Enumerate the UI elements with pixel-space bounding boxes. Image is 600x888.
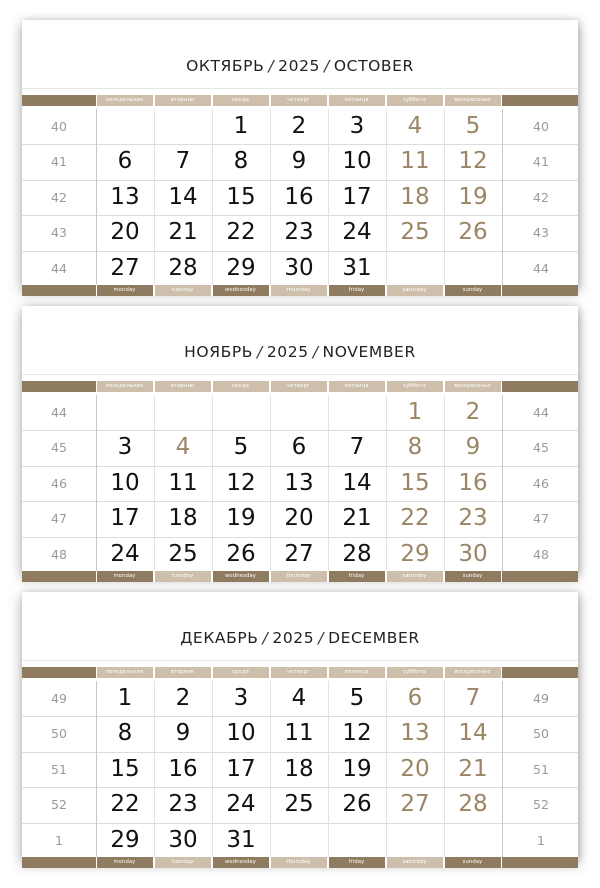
year: 2025 <box>266 343 309 361</box>
month-panel <box>22 306 578 579</box>
week-number: 48 <box>533 547 549 562</box>
weekday-label-ru: пятница <box>344 383 369 389</box>
weekday-label-en: saturday <box>402 859 427 865</box>
weekend-date: 9 <box>465 434 481 460</box>
weekday-label-ru: суббота <box>403 97 426 103</box>
date-cell: 5 <box>233 434 249 460</box>
weekend-date: 7 <box>465 685 481 711</box>
week-number: 1 <box>55 833 63 848</box>
weekend-date: 13 <box>400 720 430 746</box>
weekend-date: 14 <box>458 720 488 746</box>
weekend-date: 23 <box>458 505 488 531</box>
weekday-header-ru <box>22 667 578 678</box>
weekday-label-ru: четверг <box>287 669 310 675</box>
weekend-date: 4 <box>175 434 191 460</box>
date-cell: 23 <box>284 219 314 245</box>
weekday-label-ru: среда <box>232 383 249 389</box>
weekday-label-en: monday <box>113 287 136 293</box>
weekday-label-en: wednesday <box>225 287 256 293</box>
weekday-label-en: friday <box>348 859 365 865</box>
weekday-label-en: sunday <box>462 573 483 579</box>
date-cell: 14 <box>342 470 372 496</box>
date-cell: 12 <box>342 720 372 746</box>
date-cell: 14 <box>168 184 198 210</box>
weekday-label-ru: четверг <box>287 97 310 103</box>
date-cell: 17 <box>110 505 140 531</box>
header-band <box>502 571 578 582</box>
week-number: 46 <box>533 476 549 491</box>
date-cell: 20 <box>284 505 314 531</box>
weekday-label-en: wednesday <box>225 859 256 865</box>
week-number: 52 <box>51 797 67 812</box>
week-number: 1 <box>537 833 545 848</box>
weekday-label-ru: пятница <box>344 669 369 675</box>
weekday-label-ru: понедельник <box>105 383 144 389</box>
month-title <box>22 343 578 361</box>
weekday-label-en: monday <box>113 573 136 579</box>
date-cell: 24 <box>110 541 140 567</box>
weekday-header-ru <box>22 95 578 106</box>
weekday-label-en: sunday <box>462 287 483 293</box>
week-number: 42 <box>533 190 549 205</box>
month-name-ru: ДЕКАБРЬ <box>180 629 259 647</box>
date-cell: 20 <box>110 219 140 245</box>
week-number: 42 <box>51 190 67 205</box>
date-cell: 29 <box>226 255 256 281</box>
date-cell: 10 <box>342 148 372 174</box>
title-separator: / <box>257 343 263 361</box>
header-band <box>502 285 578 296</box>
date-cell: 30 <box>168 827 198 853</box>
week-number: 43 <box>533 225 549 240</box>
week-number: 43 <box>51 225 67 240</box>
header-band <box>502 667 578 678</box>
header-band <box>502 95 578 106</box>
date-cell: 2 <box>175 685 191 711</box>
date-cell: 9 <box>291 148 307 174</box>
date-cell: 7 <box>349 434 365 460</box>
weekday-footer-en <box>22 285 578 296</box>
week-number: 50 <box>533 726 549 741</box>
year: 2025 <box>278 57 321 75</box>
weekend-date: 15 <box>400 470 430 496</box>
weekend-date: 20 <box>400 756 430 782</box>
week-number: 51 <box>533 762 549 777</box>
date-cell: 18 <box>284 756 314 782</box>
date-cell: 10 <box>110 470 140 496</box>
weekday-label-ru: понедельник <box>105 669 144 675</box>
weekend-date: 1 <box>407 399 423 425</box>
date-cell: 26 <box>226 541 256 567</box>
date-cell: 21 <box>168 219 198 245</box>
date-cell: 5 <box>349 685 365 711</box>
month-title <box>22 629 578 647</box>
date-cell: 22 <box>226 219 256 245</box>
date-cell: 3 <box>233 685 249 711</box>
date-cell: 21 <box>342 505 372 531</box>
weekday-label-ru: суббота <box>403 669 426 675</box>
month-name-en: OCTOBER <box>333 57 414 75</box>
date-cell: 13 <box>110 184 140 210</box>
weekend-date: 11 <box>400 148 430 174</box>
header-band <box>22 285 96 296</box>
weekend-date: 8 <box>407 434 423 460</box>
date-cell: 17 <box>226 756 256 782</box>
weekday-label-ru: воскресенье <box>454 669 491 675</box>
header-band <box>22 857 96 868</box>
header-band <box>22 95 96 106</box>
weekday-label-ru: вторник <box>170 383 195 389</box>
weekday-header-ru <box>22 381 578 392</box>
month-name-en: DECEMBER <box>328 629 420 647</box>
date-cell: 16 <box>284 184 314 210</box>
weekday-label-ru: четверг <box>287 383 310 389</box>
weekday-label-en: tuesday <box>171 573 194 579</box>
weekday-footer-en <box>22 857 578 868</box>
week-number: 45 <box>51 440 67 455</box>
weekend-date: 12 <box>458 148 488 174</box>
week-number: 40 <box>51 119 67 134</box>
date-cell: 1 <box>233 113 249 139</box>
month-name-ru: ОКТЯБРЬ <box>186 57 265 75</box>
week-number: 49 <box>533 691 549 706</box>
date-cell: 31 <box>226 827 256 853</box>
weekday-label-en: saturday <box>402 287 427 293</box>
date-cell: 15 <box>226 184 256 210</box>
date-cell: 13 <box>284 470 314 496</box>
date-cell: 25 <box>284 791 314 817</box>
date-cell: 24 <box>226 791 256 817</box>
year: 2025 <box>272 629 315 647</box>
date-cell: 9 <box>175 720 191 746</box>
date-cell: 27 <box>110 255 140 281</box>
week-number: 49 <box>51 691 67 706</box>
date-cell: 11 <box>284 720 314 746</box>
week-number: 44 <box>51 261 67 276</box>
header-band <box>22 381 96 392</box>
title-divider <box>22 374 578 375</box>
week-number: 44 <box>533 261 549 276</box>
weekday-label-ru: вторник <box>170 669 195 675</box>
week-number: 50 <box>51 726 67 741</box>
title-separator: / <box>318 629 325 647</box>
week-number: 46 <box>51 476 67 491</box>
weekend-date: 29 <box>400 541 430 567</box>
week-number: 51 <box>51 762 67 777</box>
weekday-label-ru: вторник <box>170 97 195 103</box>
date-cell: 1 <box>117 685 133 711</box>
date-cell: 4 <box>291 685 307 711</box>
week-number: 40 <box>533 119 549 134</box>
date-cell: 30 <box>284 255 314 281</box>
date-cell: 10 <box>226 720 256 746</box>
date-cell: 15 <box>110 756 140 782</box>
weekday-label-en: sunday <box>462 859 483 865</box>
title-separator: / <box>324 57 330 75</box>
date-cell: 19 <box>226 505 256 531</box>
date-cell: 31 <box>342 255 372 281</box>
date-cell: 8 <box>233 148 249 174</box>
date-cell: 2 <box>291 113 307 139</box>
date-cell: 6 <box>291 434 307 460</box>
week-number: 44 <box>533 405 549 420</box>
header-band <box>502 857 578 868</box>
weekend-date: 5 <box>465 113 481 139</box>
weekend-date: 28 <box>458 791 488 817</box>
header-band <box>502 381 578 392</box>
title-divider <box>22 660 578 661</box>
date-cell: 17 <box>342 184 372 210</box>
date-cell: 8 <box>117 720 133 746</box>
weekend-date: 22 <box>400 505 430 531</box>
date-cell: 6 <box>117 148 133 174</box>
weekend-date: 6 <box>407 685 423 711</box>
weekday-label-ru: суббота <box>403 383 426 389</box>
title-separator: / <box>262 629 269 647</box>
weekend-date: 2 <box>465 399 481 425</box>
date-cell: 22 <box>110 791 140 817</box>
weekday-label-en: monday <box>113 859 136 865</box>
weekend-date: 25 <box>400 219 430 245</box>
week-number: 45 <box>533 440 549 455</box>
date-cell: 26 <box>342 791 372 817</box>
column-divider <box>502 681 503 857</box>
weekday-label-en: tuesday <box>171 287 194 293</box>
weekday-label-en: thursday <box>286 859 311 865</box>
date-cell: 11 <box>168 470 198 496</box>
weekend-date: 21 <box>458 756 488 782</box>
month-title <box>22 57 578 75</box>
weekend-date: 30 <box>458 541 488 567</box>
column-divider <box>502 395 503 571</box>
header-band <box>22 571 96 582</box>
column-divider <box>502 109 503 285</box>
date-cell: 27 <box>284 541 314 567</box>
date-cell: 18 <box>168 505 198 531</box>
weekday-label-ru: среда <box>232 97 249 103</box>
week-number: 41 <box>533 154 549 169</box>
week-number: 47 <box>533 511 549 526</box>
weekday-label-en: thursday <box>286 573 311 579</box>
weekend-date: 19 <box>458 184 488 210</box>
weekday-label-en: tuesday <box>171 859 194 865</box>
title-divider <box>22 88 578 89</box>
month-name-en: NOVEMBER <box>322 343 416 361</box>
date-cell: 12 <box>226 470 256 496</box>
weekend-date: 4 <box>407 113 423 139</box>
weekday-label-ru: пятница <box>344 97 369 103</box>
weekend-date: 16 <box>458 470 488 496</box>
date-cell: 3 <box>349 113 365 139</box>
date-cell: 19 <box>342 756 372 782</box>
header-band <box>22 667 96 678</box>
month-panel <box>22 592 578 865</box>
week-number: 47 <box>51 511 67 526</box>
month-panel <box>22 20 578 293</box>
weekday-label-en: thursday <box>286 287 311 293</box>
weekday-label-ru: воскресенье <box>454 383 491 389</box>
date-cell: 29 <box>110 827 140 853</box>
week-number: 44 <box>51 405 67 420</box>
date-cell: 7 <box>175 148 191 174</box>
weekday-label-ru: среда <box>232 669 249 675</box>
weekday-footer-en <box>22 571 578 582</box>
title-separator: / <box>268 57 275 75</box>
weekend-date: 27 <box>400 791 430 817</box>
weekday-label-en: friday <box>348 573 365 579</box>
weekday-label-en: friday <box>348 287 365 293</box>
weekday-label-ru: воскресенье <box>454 97 491 103</box>
weekend-date: 26 <box>458 219 488 245</box>
weekday-label-en: saturday <box>402 573 427 579</box>
date-cell: 24 <box>342 219 372 245</box>
date-cell: 28 <box>168 255 198 281</box>
date-cell: 3 <box>117 434 133 460</box>
week-number: 41 <box>51 154 67 169</box>
date-cell: 23 <box>168 791 198 817</box>
date-cell: 28 <box>342 541 372 567</box>
weekend-date: 18 <box>400 184 430 210</box>
week-number: 52 <box>533 797 549 812</box>
date-cell: 16 <box>168 756 198 782</box>
weekday-label-en: wednesday <box>225 573 256 579</box>
month-name-ru: НОЯБРЬ <box>184 343 254 361</box>
date-cell: 25 <box>168 541 198 567</box>
week-number: 48 <box>51 547 67 562</box>
title-separator: / <box>312 343 319 361</box>
weekday-label-ru: понедельник <box>105 97 144 103</box>
